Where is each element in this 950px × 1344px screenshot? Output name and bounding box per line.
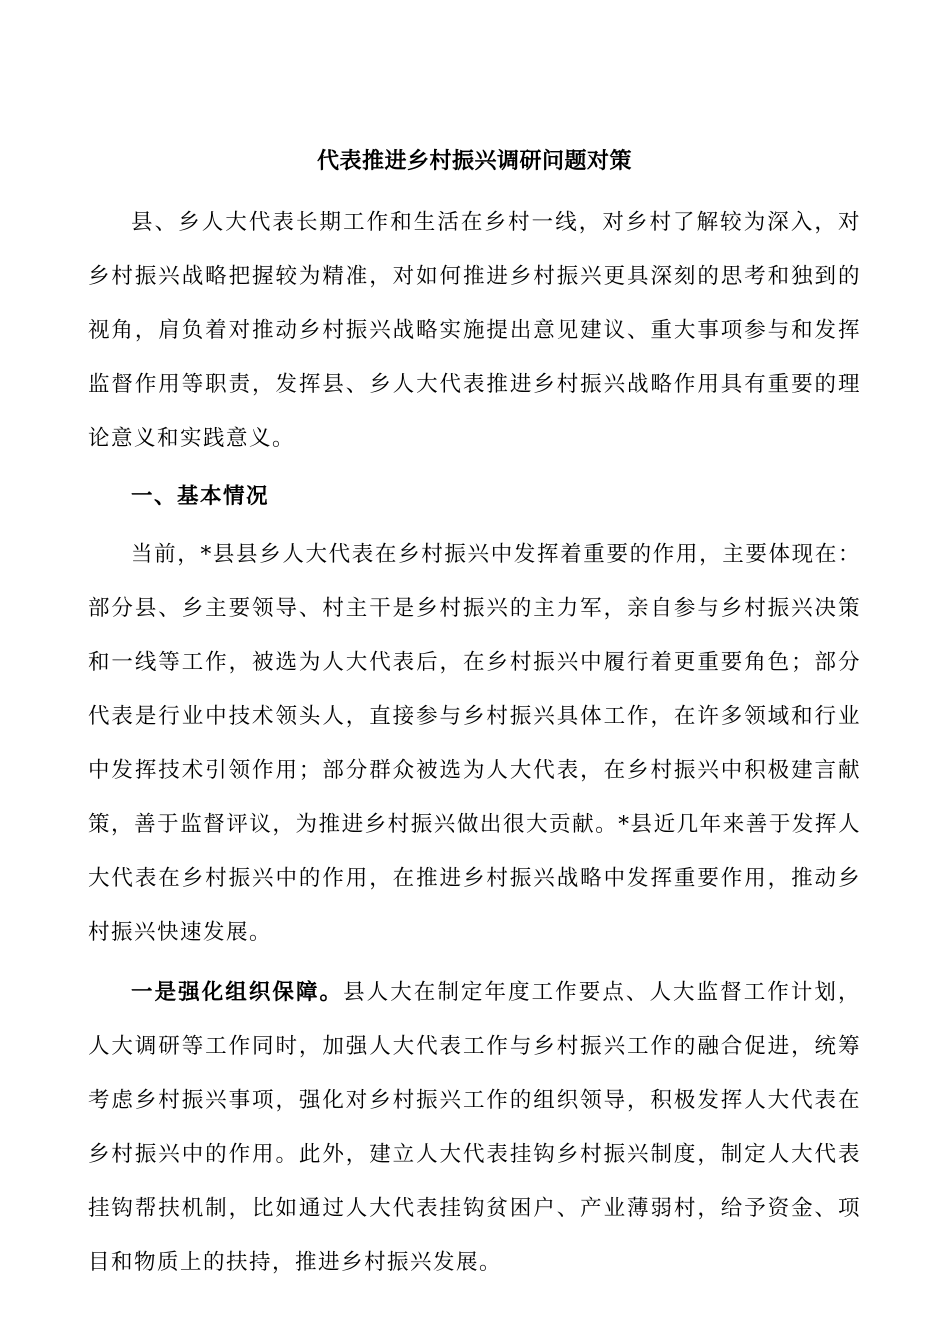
organization-guarantee-lead: 一是强化组织保障。 — [131, 980, 344, 1005]
organization-guarantee-text: 县人大在制定年度工作要点、人大监督工作计划，人大调研等工作同时，加强人大代表工作与乡村振兴工作的融合促进，统筹考虑乡村振兴事项，强化对乡村振兴工作的组织领导，积极发挥人大代表在乡村振兴中的作用。此外，建立人大代表挂钩乡村振兴制度，制定人大代表挂钩帮扶机制，比如通过人大代表挂钩贫困户、产业薄弱村，给予资金、项目和物质上的扶持，推进乡村振兴发展。 — [88, 980, 861, 1275]
organization-guarantee-paragraph — [88, 966, 861, 1290]
basic-situation-paragraph: 当前，*县县乡人大代表在乡村振兴中发挥着重要的作用，主要体现在：部分县、乡主要领导、村主干是乡村振兴的主力军，亲自参与乡村振兴决策和一线等工作，被选为人大代表后，在乡村振兴中履行着更重要角色；部分代表是行业中技术领头人，直接参与乡村振兴具体工作，在许多领域和行业中发挥技术引领作用；部分群众被选为人大代表，在乡村振兴中积极建言献策，善于监督评议，为推进乡村振兴做出很大贡献。*县近几年来善于发挥人大代表在乡村振兴中的作用，在推进乡村振兴战略中发挥重要作用，推动乡村振兴快速发展。 — [88, 542, 861, 945]
document-body — [88, 138, 861, 1290]
document-title: 代表推进乡村振兴调研问题对策 — [316, 148, 632, 174]
section-heading-basic-situation: 一、基本情况 — [131, 484, 270, 509]
intro-paragraph: 县、乡人大代表长期工作和生活在乡村一线，对乡村了解较为深入，对乡村振兴战略把握较为精准，对如何推进乡村振兴更具深刻的思考和独到的视角，肩负着对推动乡村振兴战略实施提出意见建议、重大事项参与和发挥监督作用等职责，发挥县、乡人大代表推进乡村振兴战略作用具有重要的理论意义和实践意义。 — [88, 210, 861, 451]
